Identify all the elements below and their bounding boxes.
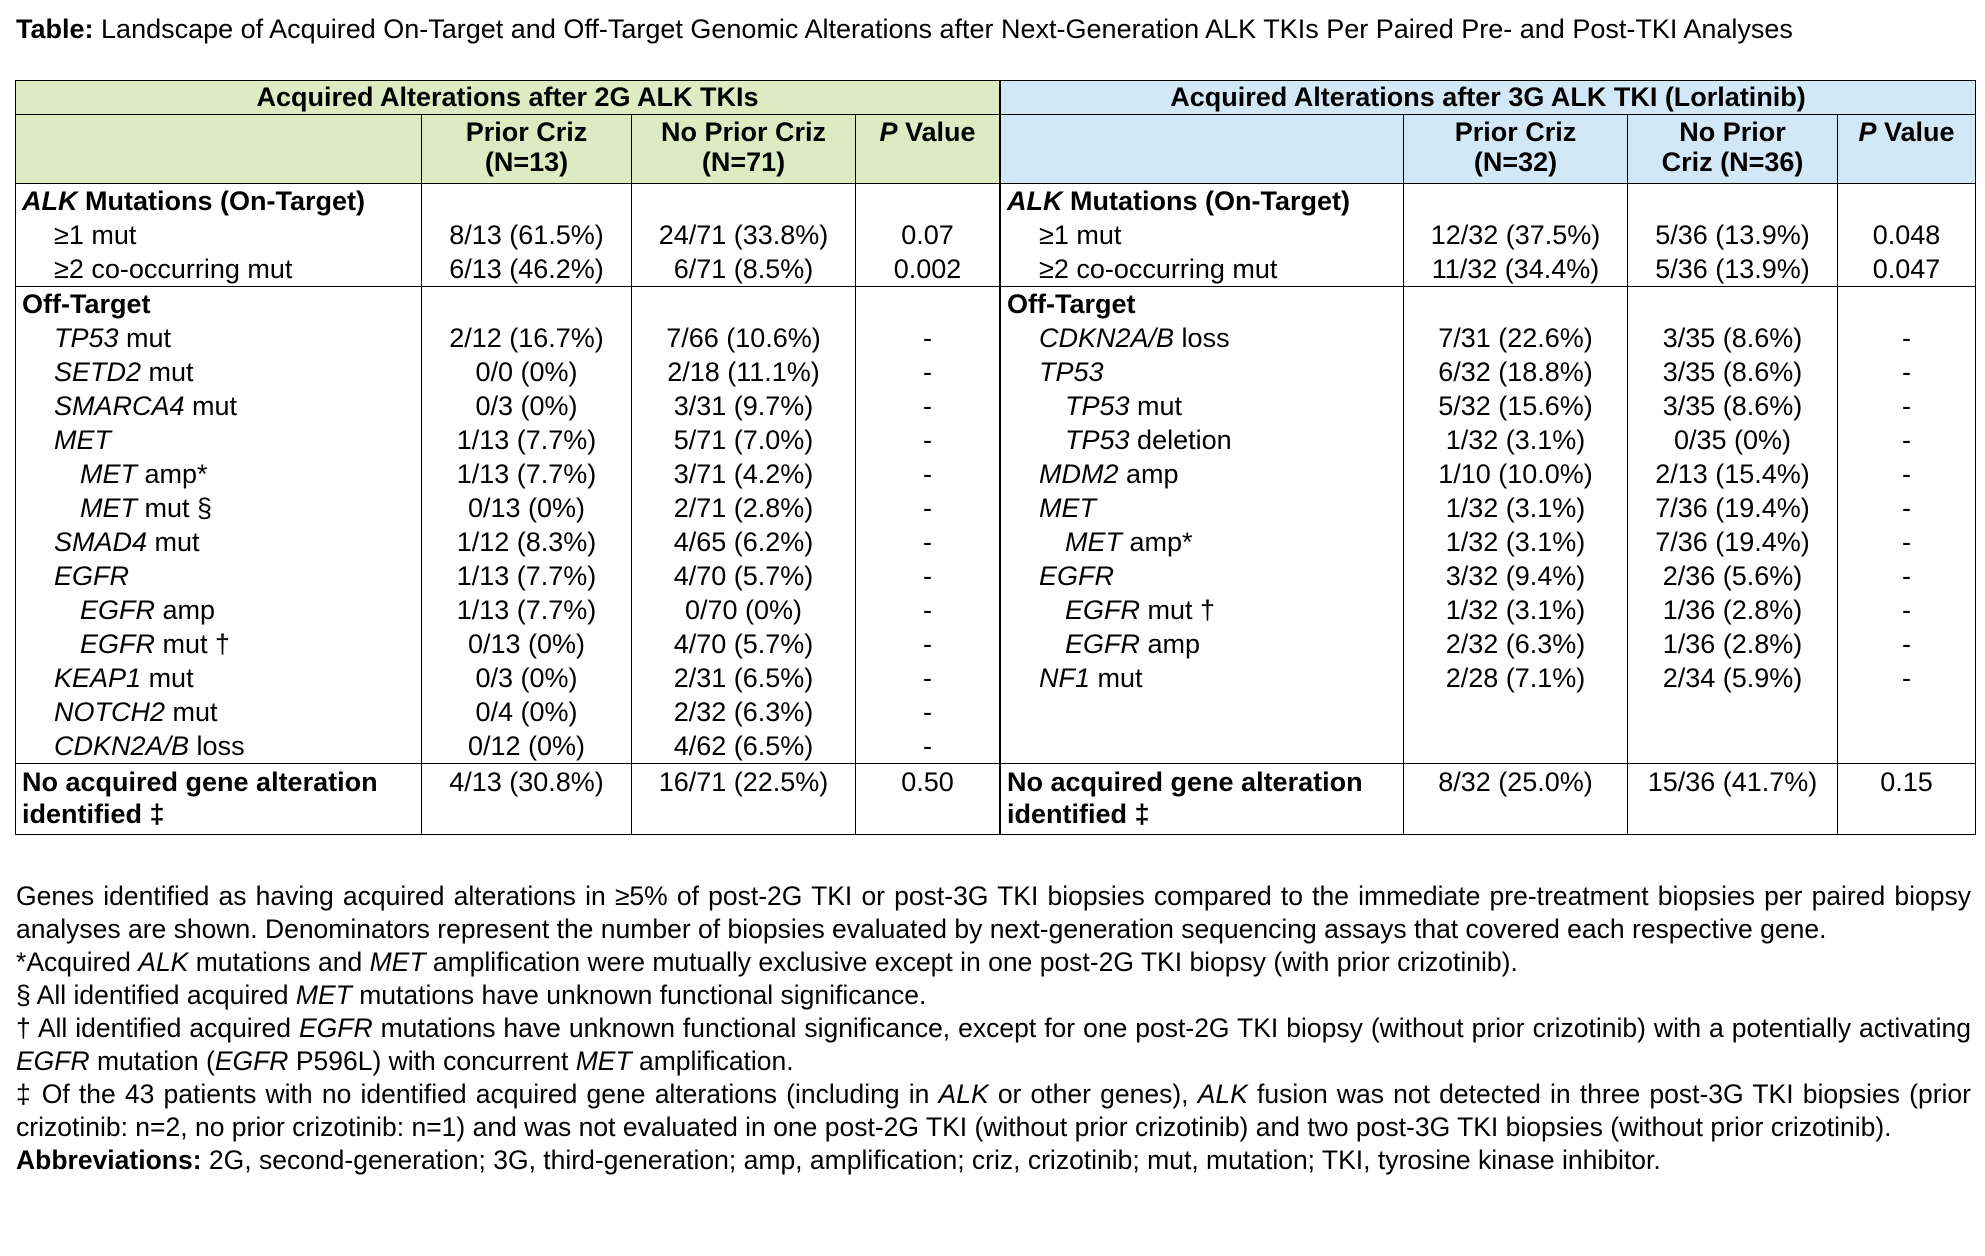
cell-p-value: - — [1838, 491, 1976, 525]
cell-no-prior-criz — [632, 184, 856, 219]
table-row — [16, 423, 1000, 457]
cell-no-prior-criz: 2/18 (11.1%) — [632, 355, 856, 389]
cell-p-value: - — [1838, 627, 1976, 661]
table-row — [16, 491, 1000, 525]
group-header-2g: Acquired Alterations after 2G ALK TKIs — [16, 81, 1000, 115]
cell-prior-criz: 1/13 (7.7%) — [422, 593, 632, 627]
row-label: EGFR — [1001, 559, 1404, 593]
cell-prior-criz: 1/13 (7.7%) — [422, 423, 632, 457]
table-2g-tki — [15, 80, 1000, 835]
cell-p-value: 0.15 — [1838, 764, 1976, 835]
cell-prior-criz: 1/32 (3.1%) — [1404, 525, 1628, 559]
col-header-label — [16, 115, 422, 184]
table-row — [1001, 321, 1976, 355]
row-label: SETD2 mut — [16, 355, 422, 389]
row-label: MET — [1001, 491, 1404, 525]
cell-prior-criz — [1404, 184, 1628, 219]
footnote-star: *Acquired ALK mutations and MET amplification were mutually exclusive except in one post-2G TKI biopsy (with prior crizotinib). — [16, 947, 1518, 977]
row-label: TP53 mut — [1001, 389, 1404, 423]
cell-p-value: - — [1838, 423, 1976, 457]
cell-no-prior-criz: 3/35 (8.6%) — [1628, 355, 1838, 389]
row-label: CDKN2A/B loss — [16, 729, 422, 764]
cell-no-prior-criz: 4/70 (5.7%) — [632, 559, 856, 593]
row-label — [1001, 729, 1404, 764]
cell-p-value: - — [856, 389, 1000, 423]
col-header-prior-criz: Prior Criz (N=32) — [1404, 115, 1628, 184]
row-label: MET amp* — [1001, 525, 1404, 559]
table-row — [16, 695, 1000, 729]
table-row — [1001, 695, 1976, 729]
cell-prior-criz: 2/32 (6.3%) — [1404, 627, 1628, 661]
cell-prior-criz: 1/10 (10.0%) — [1404, 457, 1628, 491]
cell-no-prior-criz — [1628, 184, 1838, 219]
cell-prior-criz: 0/13 (0%) — [422, 627, 632, 661]
row-label: SMAD4 mut — [16, 525, 422, 559]
cell-no-prior-criz: 2/32 (6.3%) — [632, 695, 856, 729]
table-row — [1001, 184, 1976, 219]
row-label — [1001, 695, 1404, 729]
table-3g-tki — [1000, 80, 1976, 835]
table-row — [16, 321, 1000, 355]
table-row — [1001, 559, 1976, 593]
cell-prior-criz — [422, 184, 632, 219]
cell-no-prior-criz: 4/70 (5.7%) — [632, 627, 856, 661]
table-row — [16, 389, 1000, 423]
table-row — [16, 355, 1000, 389]
page-title — [16, 12, 1976, 46]
row-label: TP53 deletion — [1001, 423, 1404, 457]
cell-no-prior-criz: 3/31 (9.7%) — [632, 389, 856, 423]
footnotes — [16, 880, 1971, 1177]
cell-prior-criz: 1/32 (3.1%) — [1404, 491, 1628, 525]
row-label: ≥1 mut — [1001, 218, 1404, 252]
table-row — [16, 627, 1000, 661]
footnote-dagger: † All identified acquired EGFR mutations have unknown functional significance, except for one post-2G TKI biopsy (without prior crizotinib) with a potentially activating EGFR mutation (EGFR P596L) with concurrent MET amplification. — [16, 1013, 1971, 1076]
cell-p-value — [1838, 695, 1976, 729]
cell-p-value: 0.048 — [1838, 218, 1976, 252]
table-row — [16, 661, 1000, 695]
cell-no-prior-criz: 4/65 (6.2%) — [632, 525, 856, 559]
cell-no-prior-criz: 2/71 (2.8%) — [632, 491, 856, 525]
row-label: ≥2 co-occurring mut — [1001, 252, 1404, 287]
cell-no-prior-criz: 2/36 (5.6%) — [1628, 559, 1838, 593]
table-row — [1001, 729, 1976, 764]
title-text: Landscape of Acquired On-Target and Off-Target Genomic Alterations after Next-Generation ALK TKIs Per Paired Pre- and Post-TKI Analyses — [101, 14, 1793, 44]
row-label: EGFR amp — [1001, 627, 1404, 661]
cell-no-prior-criz: 5/71 (7.0%) — [632, 423, 856, 457]
cell-no-prior-criz: 1/36 (2.8%) — [1628, 627, 1838, 661]
cell-p-value: - — [1838, 457, 1976, 491]
cell-prior-criz: 5/32 (15.6%) — [1404, 389, 1628, 423]
row-label: EGFR mut † — [1001, 593, 1404, 627]
table-row — [1001, 287, 1976, 322]
cell-prior-criz: 4/13 (30.8%) — [422, 764, 632, 835]
group-header-3g: Acquired Alterations after 3G ALK TKI (Lorlatinib) — [1001, 81, 1976, 115]
cell-p-value: - — [856, 661, 1000, 695]
table-row — [1001, 218, 1976, 252]
cell-no-prior-criz: 5/36 (13.9%) — [1628, 252, 1838, 287]
col-header-p-value: P Value — [1838, 115, 1976, 184]
cell-p-value: - — [856, 355, 1000, 389]
cell-prior-criz: 1/13 (7.7%) — [422, 457, 632, 491]
cell-p-value — [1838, 184, 1976, 219]
cell-p-value: - — [1838, 355, 1976, 389]
cell-p-value: - — [856, 457, 1000, 491]
cell-p-value: - — [856, 491, 1000, 525]
cell-no-prior-criz: 2/13 (15.4%) — [1628, 457, 1838, 491]
cell-prior-criz: 2/12 (16.7%) — [422, 321, 632, 355]
col-header-label — [1001, 115, 1404, 184]
cell-prior-criz: 1/13 (7.7%) — [422, 559, 632, 593]
table-row — [1001, 355, 1976, 389]
table-row — [16, 525, 1000, 559]
cell-prior-criz: 2/28 (7.1%) — [1404, 661, 1628, 695]
table-row — [16, 184, 1000, 219]
row-label: TP53 mut — [16, 321, 422, 355]
table-row — [1001, 389, 1976, 423]
cell-no-prior-criz: 7/36 (19.4%) — [1628, 491, 1838, 525]
table-row — [16, 287, 1000, 322]
table-row — [1001, 661, 1976, 695]
row-label: EGFR amp — [16, 593, 422, 627]
cell-prior-criz — [422, 287, 632, 322]
cell-p-value — [1838, 729, 1976, 764]
cell-prior-criz: 0/3 (0%) — [422, 389, 632, 423]
table-row — [16, 218, 1000, 252]
footnote-abbreviations: Abbreviations: 2G, second-generation; 3G, third-generation; amp, amplification; criz, crizotinib; mut, mutation; TKI, tyrosine kinase inhibitor. — [16, 1145, 1661, 1175]
cell-no-prior-criz: 7/66 (10.6%) — [632, 321, 856, 355]
cell-no-prior-criz — [1628, 695, 1838, 729]
table-row — [1001, 627, 1976, 661]
table-row — [1001, 491, 1976, 525]
table-row — [16, 729, 1000, 764]
row-label: KEAP1 mut — [16, 661, 422, 695]
row-label: ≥1 mut — [16, 218, 422, 252]
cell-prior-criz: 12/32 (37.5%) — [1404, 218, 1628, 252]
cell-p-value: - — [856, 729, 1000, 764]
cell-no-prior-criz — [632, 287, 856, 322]
cell-p-value: - — [856, 423, 1000, 457]
title-label: Table: — [16, 14, 94, 44]
cell-prior-criz: 1/32 (3.1%) — [1404, 593, 1628, 627]
col-header-no-prior-criz: No Prior Criz (N=71) — [632, 115, 856, 184]
cell-no-prior-criz: 24/71 (33.8%) — [632, 218, 856, 252]
cell-no-prior-criz: 3/35 (8.6%) — [1628, 321, 1838, 355]
table-row-no-alteration — [1001, 764, 1976, 835]
row-label: Off-Target — [16, 287, 422, 322]
footnote-double-dagger: ‡ Of the 43 patients with no identified acquired gene alterations (including in ALK or other genes), ALK fusion was not detected in three post-3G TKI biopsies (prior crizotinib: n=2, no prior crizotinib: n=1) and was not evaluated in one post-2G TKI (without prior crizotinib) and two post-3G TKI biopsies (without prior crizotinib). — [16, 1079, 1971, 1142]
cell-p-value: 0.50 — [856, 764, 1000, 835]
cell-prior-criz: 0/0 (0%) — [422, 355, 632, 389]
row-label: MET amp* — [16, 457, 422, 491]
cell-no-prior-criz: 15/36 (41.7%) — [1628, 764, 1838, 835]
row-label: ALK Mutations (On-Target) — [1001, 184, 1404, 219]
table-row — [16, 593, 1000, 627]
cell-p-value: 0.047 — [1838, 252, 1976, 287]
row-label: NOTCH2 mut — [16, 695, 422, 729]
cell-p-value: - — [1838, 321, 1976, 355]
table-row — [1001, 457, 1976, 491]
cell-no-prior-criz — [1628, 729, 1838, 764]
cell-no-prior-criz: 16/71 (22.5%) — [632, 764, 856, 835]
cell-prior-criz: 6/32 (18.8%) — [1404, 355, 1628, 389]
table-row — [16, 457, 1000, 491]
cell-prior-criz: 0/4 (0%) — [422, 695, 632, 729]
cell-no-prior-criz: 3/35 (8.6%) — [1628, 389, 1838, 423]
row-label: EGFR — [16, 559, 422, 593]
cell-no-prior-criz: 1/36 (2.8%) — [1628, 593, 1838, 627]
cell-p-value: - — [1838, 559, 1976, 593]
row-label: EGFR mut † — [16, 627, 422, 661]
cell-p-value: - — [856, 627, 1000, 661]
row-label: MET mut § — [16, 491, 422, 525]
table-row — [16, 252, 1000, 287]
cell-no-prior-criz — [1628, 287, 1838, 322]
table-row-no-alteration — [16, 764, 1000, 835]
cell-p-value: - — [1838, 389, 1976, 423]
cell-prior-criz — [1404, 287, 1628, 322]
cell-p-value: - — [856, 559, 1000, 593]
cell-prior-criz: 8/32 (25.0%) — [1404, 764, 1628, 835]
table-row — [1001, 593, 1976, 627]
table-row — [1001, 423, 1976, 457]
cell-p-value: 0.07 — [856, 218, 1000, 252]
row-label: TP53 — [1001, 355, 1404, 389]
cell-p-value: - — [856, 321, 1000, 355]
row-label: No acquired gene alteration identified ‡ — [16, 764, 422, 835]
col-header-p-value: P Value — [856, 115, 1000, 184]
cell-prior-criz: 7/31 (22.6%) — [1404, 321, 1628, 355]
cell-no-prior-criz: 7/36 (19.4%) — [1628, 525, 1838, 559]
cell-no-prior-criz: 5/36 (13.9%) — [1628, 218, 1838, 252]
cell-no-prior-criz: 4/62 (6.5%) — [632, 729, 856, 764]
cell-prior-criz: 1/12 (8.3%) — [422, 525, 632, 559]
cell-prior-criz: 0/12 (0%) — [422, 729, 632, 764]
table-row — [1001, 252, 1976, 287]
table-row — [16, 559, 1000, 593]
cell-prior-criz — [1404, 729, 1628, 764]
row-label: MDM2 amp — [1001, 457, 1404, 491]
cell-p-value — [1838, 287, 1976, 322]
row-label: No acquired gene alteration identified ‡ — [1001, 764, 1404, 835]
row-label: Off-Target — [1001, 287, 1404, 322]
col-header-no-prior-criz: No Prior Criz (N=36) — [1628, 115, 1838, 184]
row-label: SMARCA4 mut — [16, 389, 422, 423]
cell-prior-criz: 1/32 (3.1%) — [1404, 423, 1628, 457]
row-label: CDKN2A/B loss — [1001, 321, 1404, 355]
cell-prior-criz: 3/32 (9.4%) — [1404, 559, 1628, 593]
row-label: ≥2 co-occurring mut — [16, 252, 422, 287]
cell-no-prior-criz: 2/34 (5.9%) — [1628, 661, 1838, 695]
cell-p-value: 0.002 — [856, 252, 1000, 287]
row-label: MET — [16, 423, 422, 457]
cell-p-value: - — [856, 525, 1000, 559]
cell-prior-criz: 11/32 (34.4%) — [1404, 252, 1628, 287]
cell-p-value — [856, 184, 1000, 219]
footnote-section: § All identified acquired MET mutations have unknown functional significance. — [16, 980, 927, 1010]
cell-prior-criz: 6/13 (46.2%) — [422, 252, 632, 287]
cell-prior-criz: 0/13 (0%) — [422, 491, 632, 525]
cell-prior-criz — [1404, 695, 1628, 729]
cell-no-prior-criz: 0/35 (0%) — [1628, 423, 1838, 457]
cell-no-prior-criz: 0/70 (0%) — [632, 593, 856, 627]
footnote-general: Genes identified as having acquired alterations in ≥5% of post-2G TKI or post-3G TKI biopsies compared to the immediate pre-treatment biopsies per paired biopsy analyses are shown. Denominators represent the number of biopsies evaluated by next-generation sequencing assays that covered each respective gene. — [16, 881, 1971, 944]
cell-prior-criz: 8/13 (61.5%) — [422, 218, 632, 252]
cell-no-prior-criz: 3/71 (4.2%) — [632, 457, 856, 491]
cell-p-value — [856, 287, 1000, 322]
cell-p-value: - — [856, 695, 1000, 729]
cell-no-prior-criz: 6/71 (8.5%) — [632, 252, 856, 287]
cell-p-value: - — [1838, 661, 1976, 695]
cell-p-value: - — [1838, 593, 1976, 627]
row-label: NF1 mut — [1001, 661, 1404, 695]
table-row — [1001, 525, 1976, 559]
col-header-prior-criz: Prior Criz (N=13) — [422, 115, 632, 184]
cell-p-value: - — [856, 593, 1000, 627]
cell-p-value: - — [1838, 525, 1976, 559]
cell-prior-criz: 0/3 (0%) — [422, 661, 632, 695]
row-label: ALK Mutations (On-Target) — [16, 184, 422, 219]
cell-no-prior-criz: 2/31 (6.5%) — [632, 661, 856, 695]
